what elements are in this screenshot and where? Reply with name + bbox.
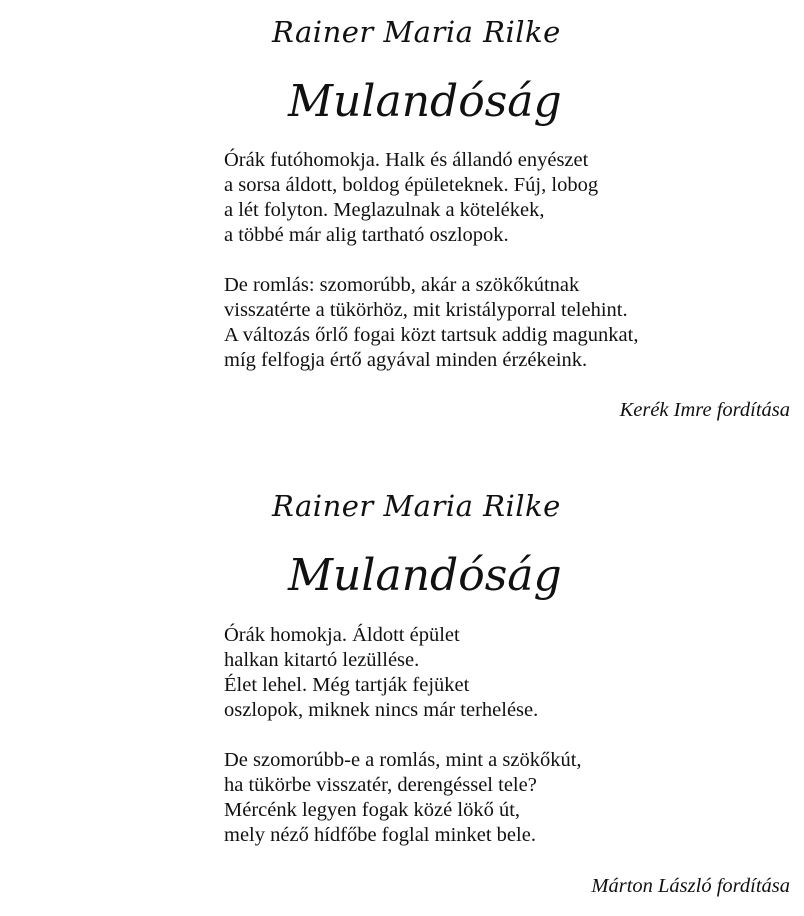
poem-title: Mulandóság bbox=[288, 550, 562, 601]
poem-author: Rainer Maria Rilke bbox=[272, 15, 561, 49]
poem-stanza bbox=[224, 148, 598, 248]
poem-line: Órák futóhomokja. Halk és állandó enyészet bbox=[224, 149, 589, 171]
poem-line: ha tükörbe visszatér, derengéssel tele? bbox=[224, 774, 537, 796]
poem-line: halkan kitartó lezüllése. bbox=[224, 649, 420, 671]
poem-line: oszlopok, miknek nincs már terhelése. bbox=[224, 699, 539, 721]
poem-line: Órák homokja. Áldott épület bbox=[224, 624, 460, 646]
poem-stanza bbox=[224, 748, 582, 848]
poem-line: a sorsa áldott, boldog épületeknek. Fúj, lobog bbox=[224, 174, 599, 196]
poem-line: A változás őrlő fogai közt tartsuk addig magunkat, bbox=[224, 324, 639, 346]
poem-line: Élet lehel. Még tartják fejüket bbox=[224, 674, 470, 696]
poem-line: Mércénk legyen fogak közé lökő út, bbox=[224, 799, 521, 821]
translator-credit: Kerék Imre fordítása bbox=[619, 399, 790, 421]
poem-line: a lét folyton. Meglazulnak a kötelékek, bbox=[224, 199, 545, 221]
translator-credit: Márton László fordítása bbox=[591, 875, 790, 897]
poem-line: a többé már alig tartható oszlopok. bbox=[224, 224, 509, 246]
poem-line: mely néző hídfőbe foglal minket bele. bbox=[224, 824, 536, 846]
poem-line: De romlás: szomorúbb, akár a szökőkútnak bbox=[224, 274, 580, 296]
poem-stanza bbox=[224, 623, 538, 723]
poem-author: Rainer Maria Rilke bbox=[272, 489, 561, 523]
poem-line: visszatérte a tükörhöz, mit kristályporral telehint. bbox=[224, 299, 628, 321]
poem-title: Mulandóság bbox=[288, 76, 562, 127]
poem-line: De szomorúbb-e a romlás, mint a szökőkút, bbox=[224, 749, 582, 771]
poem-line: míg felfogja értő agyával minden érzékeink. bbox=[224, 349, 588, 371]
poem-stanza bbox=[224, 273, 638, 373]
